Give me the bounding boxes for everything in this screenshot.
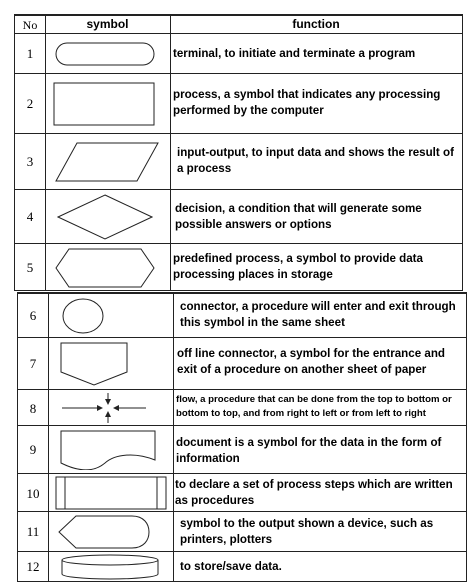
- subroutine-symbol: [55, 476, 167, 510]
- row-number: 4: [26, 209, 34, 224]
- row-number: 11: [26, 524, 40, 539]
- storage-symbol: [60, 554, 160, 580]
- row-number: 2: [26, 96, 34, 111]
- header-no: No: [22, 18, 38, 32]
- flowchart-symbols-table-2: [17, 292, 467, 582]
- terminal-symbol: [55, 42, 155, 66]
- table-row: [15, 73, 462, 134]
- row-function-text: to declare a set of process steps which are written as procedures: [175, 478, 453, 507]
- row-function-text: predefined process, a symbol to provide data processing places in storage: [173, 252, 423, 281]
- table-header-row: [15, 15, 462, 34]
- document-symbol: [60, 430, 156, 470]
- row-number: 8: [29, 401, 37, 416]
- row-number: 7: [29, 356, 37, 371]
- table-row: [18, 337, 466, 390]
- table-row: [15, 189, 462, 244]
- row-number: 9: [29, 442, 37, 457]
- row-function-text: terminal, to initiate and terminate a program: [173, 47, 416, 60]
- row-function-text: off line connector, a symbol for the entrance and exit of a procedure on another sheet of paper: [177, 347, 445, 376]
- table-row: [18, 511, 466, 552]
- table-row: [15, 133, 462, 190]
- row-number: 1: [26, 46, 34, 61]
- header-symbol: symbol: [86, 17, 129, 31]
- row-function-text: connector, a procedure will enter and exit through this symbol in the same sheet: [180, 300, 456, 329]
- off-line-connector-symbol: [60, 342, 128, 386]
- flow-symbol: [54, 391, 154, 425]
- row-number: 5: [26, 260, 34, 275]
- connector-symbol: [62, 298, 104, 334]
- display-symbol: [58, 515, 150, 549]
- row-number: 3: [26, 154, 34, 169]
- row-function-text: to store/save data.: [180, 560, 282, 573]
- decision-symbol: [57, 194, 153, 240]
- table-row: [18, 293, 466, 338]
- table-row: [15, 243, 462, 291]
- input-output-symbol: [55, 142, 159, 182]
- row-function-text: flow, a procedure that can be done from the top to bottom or bottom to top, and from right to left or from left to right: [176, 394, 452, 419]
- row-function-text: input-output, to input data and shows the result of a process: [177, 146, 454, 175]
- table-row: [18, 389, 466, 426]
- table-row: [18, 473, 466, 512]
- predefined-process-symbol: [55, 248, 155, 288]
- row-function-text: symbol to the output shown a device, such as printers, plotters: [180, 517, 434, 546]
- table-row: [15, 33, 462, 74]
- row-function-text: decision, a condition that will generate some possible answers or options: [175, 202, 422, 231]
- row-number: 10: [26, 486, 40, 501]
- flowchart-symbols-table-1: [14, 14, 463, 291]
- row-number: 12: [26, 559, 40, 574]
- row-function-text: document is a symbol for the data in the form of information: [176, 436, 442, 465]
- process-symbol: [53, 82, 155, 126]
- row-function-text: process, a symbol that indicates any processing performed by the computer: [173, 88, 441, 117]
- table-row: [18, 551, 466, 582]
- table-row: [18, 425, 466, 474]
- header-function: function: [292, 17, 340, 31]
- row-number: 6: [29, 308, 37, 323]
